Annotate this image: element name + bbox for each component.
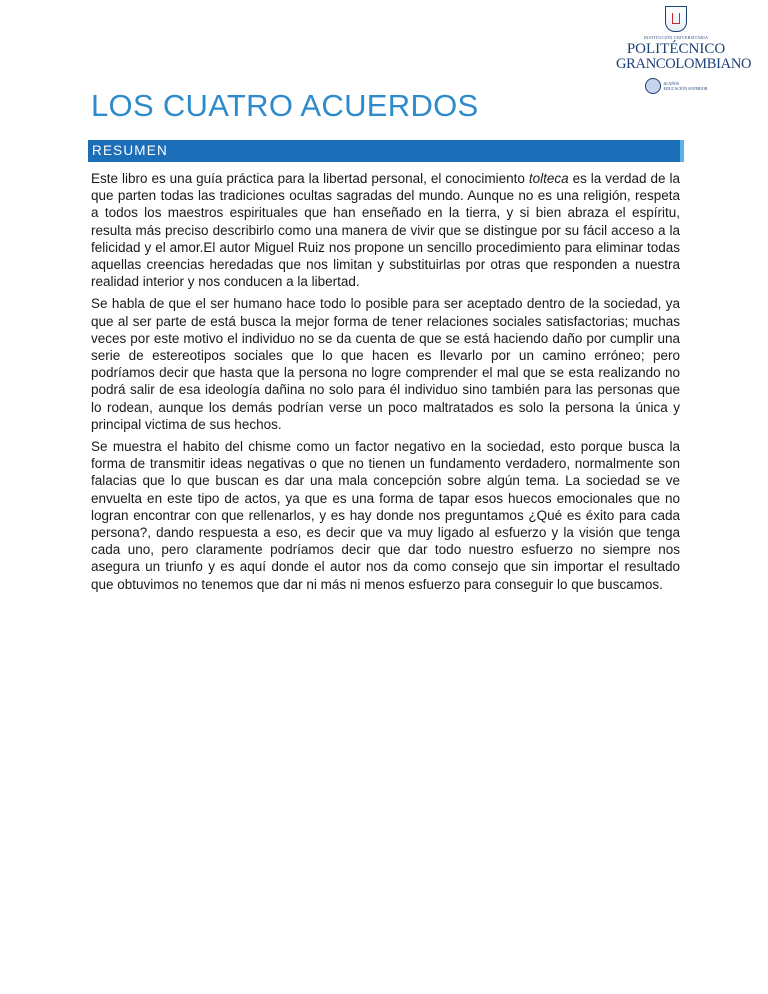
paragraph-1-start: Este libro es una guía práctica para la libertad personal, el conocimiento xyxy=(91,171,529,186)
section-label: RESUMEN xyxy=(92,143,168,158)
paragraph-1-italic: tolteca xyxy=(528,171,569,186)
logo-name-line2: GRANCOLOMBIANO xyxy=(616,56,752,72)
accreditation-line1: 40 AÑOS xyxy=(663,81,680,86)
paragraph-3: Se muestra el habito del chisme como un factor negativo en la sociedad, esto porque busca la forma de transmitir ideas negativas o que no tienen un fundamento verdadero, normalmente son falacias que lo que buscan es dar una mala concepción sobre algún tema. La sociedad se ve envuelta en este tipo de actos, ya que es una forma de tapar esos huecos emocionales que no logran encontrar con que rellenarlos, y es hay donde nos preguntamos ¿Qué es éxito para cada persona?, dando respuesta a eso, es decir que va muy ligado al esfuerzo y la visión que tenga cada uno, pero claramente podríamos decir que dar todo nuestro esfuerzo no siempre nos asegura un triunfo y es aquí donde el autor nos da como consejo que sin importar el resultado que obtuvimos no tenemos que dar ni más ni menos esfuerzo para conseguir lo que buscamos. xyxy=(91,439,680,592)
institution-logo xyxy=(616,6,752,96)
paragraph-1 xyxy=(91,170,680,290)
seal-icon xyxy=(645,78,661,94)
paragraph-1-end: es la verdad de la que parten todas las tradiciones ocultas sagradas del mundo. Aunque no es una religión, respeta a todos los maestros espirituales que han enseñado en la tierra, y si bien abraza el espíritu, resulta más preciso describirlo como una manera de vivir que se distingue por su fácil acceso a la felicidad y el amor.El autor Miguel Ruiz nos propone un sencillo procedimiento para eliminar todas aquellas creencias heredadas que nos limitan y substituirlas por otras que responden a nuestra realidad interior y nos conducen a la libertad. xyxy=(91,171,681,290)
section-header-bar xyxy=(88,140,684,162)
document-body xyxy=(91,170,680,598)
accreditation-line2: EDUCACIÓN SUPERIOR xyxy=(663,86,708,91)
accreditation-badge xyxy=(616,78,736,94)
logo-small-text: INSTITUCIÓN UNIVERSITARIA xyxy=(643,35,709,40)
paragraph-2: Se habla de que el ser humano hace todo lo posible para ser aceptado dentro de la sociedad, ya que al ser parte de está busca la mejor forma de tener relaciones sociales satisfactorias; muchas veces por este motivo el individuo no se da cuenta de que se está haciendo daño por cumplir una serie de estereotipos sociales que lo que hacen es llevarlo por un camino erróneo; pero podríamos decir que hasta que la persona no logre comprender el mal que se esta realizando no podrá salir de esa ideología dañina no solo para él individuo sino también para las personas que lo rodean, aunque los demás podrían verse un poco maltratados es solo la persona la única y principal victima de sus hechos. xyxy=(91,296,680,432)
accreditation-text xyxy=(664,81,708,91)
logo-name-line1: POLITÉCNICO xyxy=(626,41,726,57)
document-title: LOS CUATRO ACUERDOS xyxy=(91,88,479,123)
shield-emblem-icon xyxy=(665,6,687,32)
